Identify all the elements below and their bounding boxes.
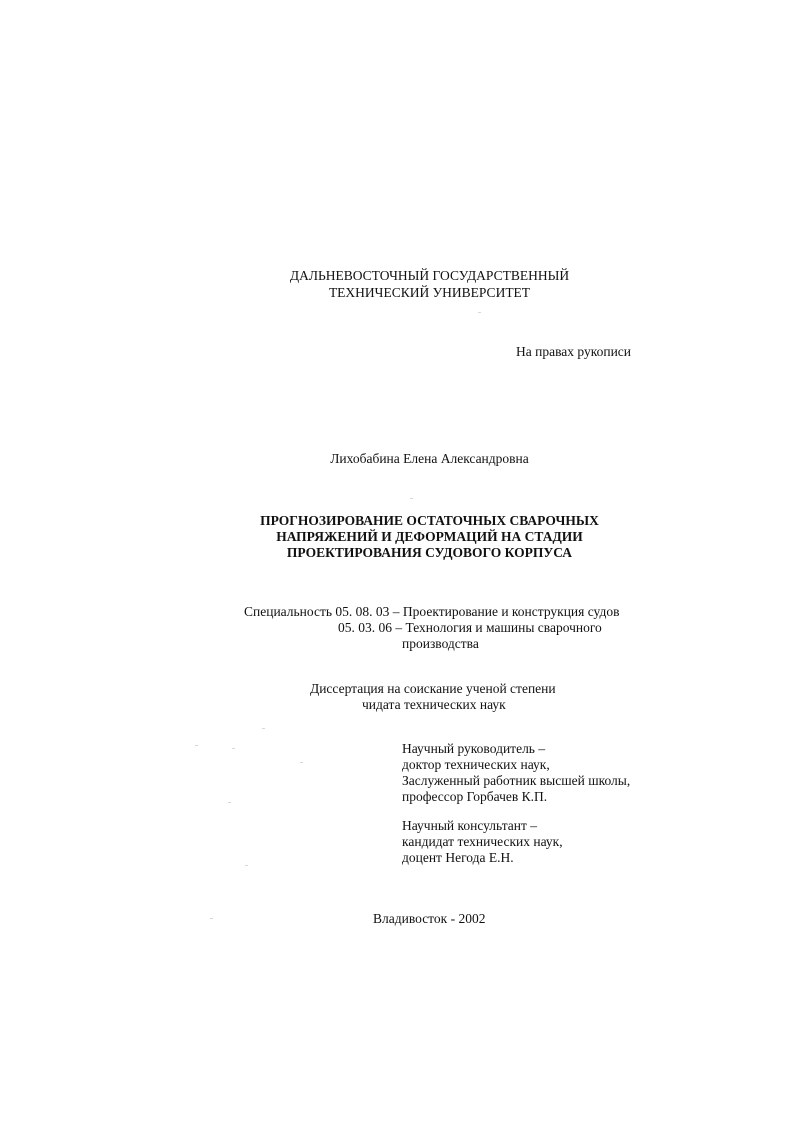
- manuscript-note: На правах рукописи: [516, 344, 632, 359]
- city-and-year: Владивосток - 2002: [373, 911, 486, 926]
- scan-speck: [262, 728, 265, 729]
- degree-line-2: чидата технических наук: [362, 697, 506, 712]
- title-line-2: НАПРЯЖЕНИЙ И ДЕФОРМАЦИЙ НА СТАДИИ: [276, 529, 583, 544]
- university-line-1: ДАЛЬНЕВОСТОЧНЫЙ ГОСУДАРСТВЕННЫЙ: [289, 268, 570, 283]
- consultant-line-1: Научный консультант –: [402, 818, 537, 833]
- university-line-2: ТЕХНИЧЕСКИЙ УНИВЕРСИТЕТ: [328, 285, 531, 300]
- title-line-3: ПРОЕКТИРОВАНИЯ СУДОВОГО КОРПУСА: [286, 545, 573, 560]
- specialty-line-2: 05. 03. 06 – Технология и машины сварочного: [338, 620, 602, 635]
- supervisor-line-4: профессор Горбачев К.П.: [402, 789, 548, 804]
- consultant-line-2: кандидат технических наук,: [402, 834, 563, 849]
- scan-speck: [232, 748, 235, 749]
- scan-speck: [228, 802, 231, 803]
- scan-speck: [478, 312, 481, 313]
- scan-speck: [245, 865, 248, 866]
- author-name: Лихобабина Елена Александровна: [330, 451, 529, 466]
- scan-speck: [195, 745, 198, 746]
- supervisor-line-1: Научный руководитель –: [402, 741, 546, 756]
- degree-line-1: Диссертация на соискание ученой степени: [310, 681, 556, 696]
- supervisor-line-2: доктор технических наук,: [402, 757, 550, 772]
- specialty-line-1: Специальность 05. 08. 03 – Проектирование и конструкция судов: [244, 604, 620, 619]
- scan-speck: [300, 762, 303, 763]
- supervisor-line-3: Заслуженный работник высшей школы,: [402, 773, 631, 788]
- title-line-1: ПРОГНОЗИРОВАНИЕ ОСТАТОЧНЫХ СВАРОЧНЫХ: [260, 513, 599, 528]
- consultant-line-3: доцент Негода Е.Н.: [402, 850, 514, 865]
- scan-speck: [210, 918, 213, 919]
- specialty-line-3: производства: [402, 636, 479, 651]
- scan-speck: [410, 498, 413, 499]
